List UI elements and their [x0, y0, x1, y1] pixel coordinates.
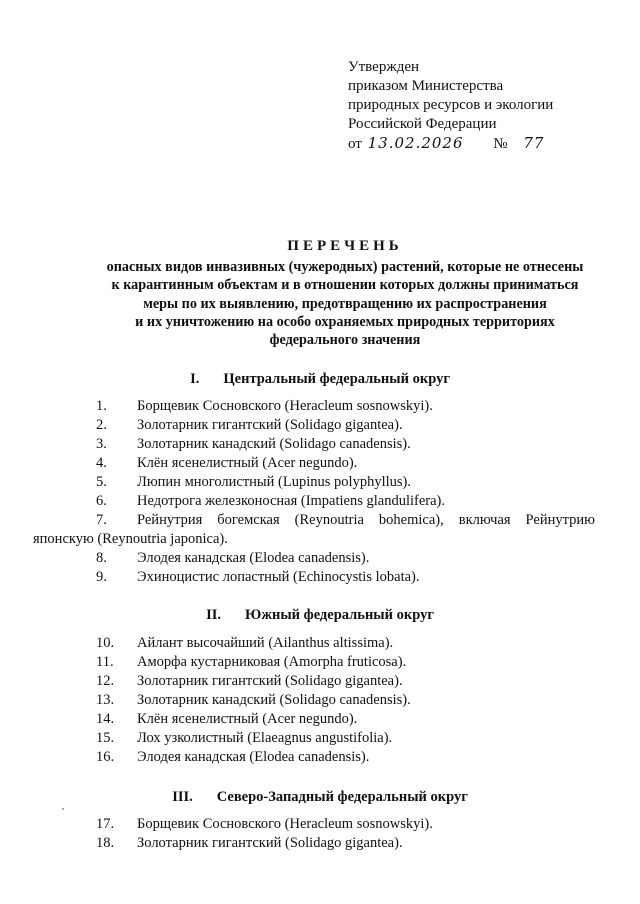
item-number: 17. [96, 816, 115, 832]
item-text: Золотарник гигантский (Solidago gigantea). [137, 417, 403, 433]
handwritten-date: 13.02.2026 [367, 134, 464, 152]
item-number: 18. [96, 835, 115, 851]
section-heading [0, 371, 640, 388]
item-text: Лох узколистный (Elaeagnus angustifolia). [137, 730, 393, 746]
item-number: 15. [96, 730, 115, 746]
title-main: ПЕРЕЧЕНЬ [287, 238, 403, 254]
date-prefix: от [348, 136, 362, 152]
section-roman: II. [206, 607, 221, 623]
item-number: 3. [96, 436, 107, 452]
section-roman: III. [172, 789, 193, 805]
item-number: 8. [96, 550, 107, 566]
item-number: 11. [96, 654, 114, 670]
item-number: 16. [96, 749, 115, 765]
item-number: 2. [96, 417, 107, 433]
item-text: Айлант высочайший (Ailanthus altissima). [137, 635, 394, 651]
item-number: 5. [96, 474, 107, 490]
item-text: Элодея канадская (Elodea canadensis). [137, 550, 370, 566]
approval-line: природных ресурсов и экологии [348, 97, 554, 113]
title-line: и их уничтожению на особо охраняемых природных территориях [135, 313, 555, 330]
item-text-continuation: японскую (Reynoutria japonica). [33, 531, 228, 547]
approval-stamp [348, 58, 553, 154]
scan-speck [62, 808, 64, 810]
item-number: 12. [96, 673, 115, 689]
item-text: Люпин многолистный (Lupinus polyphyllus). [137, 474, 411, 490]
document-title [60, 236, 630, 349]
item-text: Клён ясенелистный (Acer negundo). [137, 711, 358, 727]
approval-line: Утвержден [348, 59, 420, 75]
item-number: 13. [96, 692, 115, 708]
item-number: 1. [96, 398, 107, 414]
item-number: 9. [96, 569, 107, 585]
item-number: 6. [96, 493, 107, 509]
title-line: федерального значения [269, 332, 421, 349]
approval-line: приказом Министерства [348, 78, 504, 94]
title-line: к карантинным объектам и в отношении которых должны приниматься [111, 277, 579, 294]
item-text: Аморфа кустарниковая (Amorpha fruticosa). [137, 654, 407, 670]
item-text: Золотарник гигантский (Solidago gigantea). [137, 835, 403, 851]
item-number: 10. [96, 635, 115, 651]
item-text: Борщевик Сосновского (Heracleum sosnowskyi). [137, 398, 433, 414]
section-heading [0, 789, 640, 806]
handwritten-number: 77 [523, 134, 545, 152]
title-line: меры по их выявлению, предотвращению их распространения [143, 295, 547, 312]
section-roman: I. [190, 371, 200, 387]
item-text: Золотарник канадский (Solidago canadensis). [137, 436, 411, 452]
item-text: Эхиноцистис лопастный (Echinocystis lobata). [137, 569, 420, 585]
item-text: Недотрога железконосная (Impatiens glandulifera). [137, 493, 446, 509]
section-heading [0, 607, 640, 624]
item-text: Золотарник гигантский (Solidago gigantea). [137, 673, 403, 689]
section-name: Центральный федеральный округ [223, 371, 450, 387]
item-text: Золотарник канадский (Solidago canadensis). [137, 692, 411, 708]
item-text: Рейнутрия богемская (Reynoutria bohemica), включая Рейнутрию [137, 512, 595, 528]
item-number: 4. [96, 455, 107, 471]
item-number: 7. [96, 512, 107, 528]
approval-date-line [348, 134, 553, 154]
number-sign: № [493, 136, 508, 152]
section-name: Южный федеральный округ [244, 607, 434, 623]
title-line: опасных видов инвазивных (чужеродных) растений, которые не отнесены [106, 259, 584, 275]
item-text: Борщевик Сосновского (Heracleum sosnowskyi). [137, 816, 433, 832]
item-text: Элодея канадская (Elodea canadensis). [137, 749, 370, 765]
item-number: 14. [96, 711, 115, 727]
item-text: Клён ясенелистный (Acer negundo). [137, 455, 358, 471]
section-name: Северо-Западный федеральный округ [216, 789, 468, 805]
approval-line: Российской Федерации [348, 116, 497, 132]
